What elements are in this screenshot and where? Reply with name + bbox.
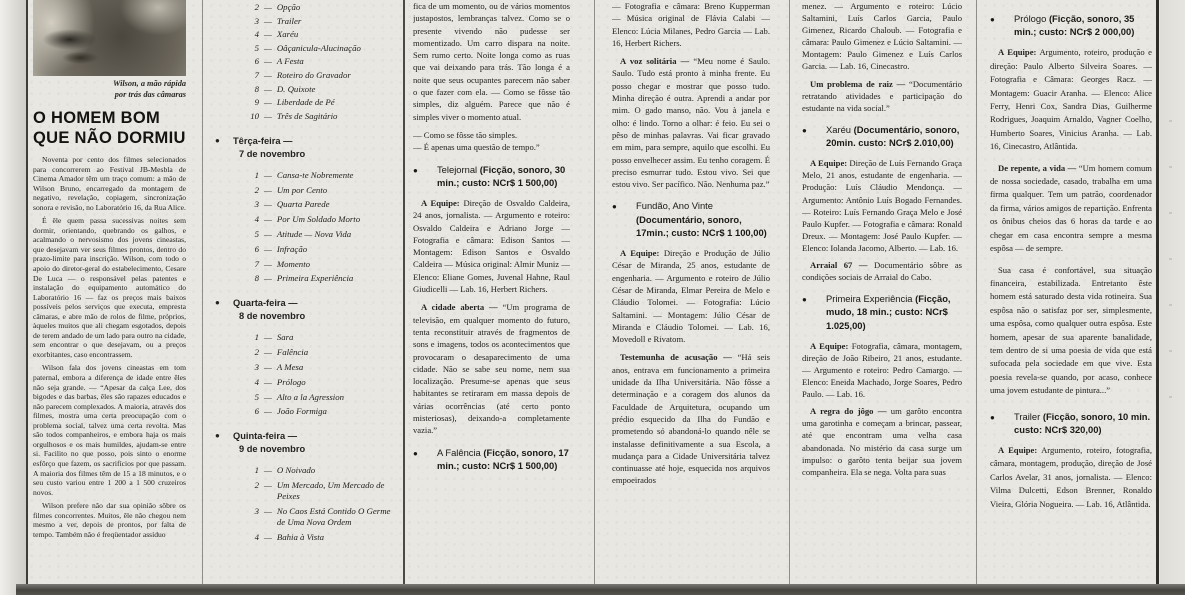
opening-film-list	[215, 2, 397, 122]
bullet-icon: ●	[413, 165, 418, 175]
schedule-item: 2 — Falência	[254, 347, 309, 358]
equipe-paragraph: A Equipe: Direção de Luís Fernando Graça Melo, 21 anos, estudante de engenharia. — Produção: Luís Cláudio Mendonça. — Argumento: Antônio Luís Bogado Fernandes. — Roteiro: Luís Fernando Graça Melo e José Paulo Kupfer. — Fotografia e câmara: Ronald Dreux. — Montagem: José Paulo Kupfer. — Elenco: Iolanda Jacomo, Alberto. — Lab. 16.	[802, 158, 962, 253]
synopsis-paragraph: A cidade aberta — “Um programa de televisão, em qualquer momento do futuro, tenta reconstituir através de fragmentos de sons e imagens, todos os acontecimentos que provocaram o desaparecimento de uma cidade. Não se sabe seu nome, nem sua localização. Presume-se apenas que seus habitantes se retiraram em massa depois de várias ocorrências (até certo ponto misteriosas), deixando-a completamente vazia.”	[413, 302, 570, 436]
dialogue-line: — Como se fôsse tão simples.	[413, 129, 518, 140]
schedule-item: 1 — Cansa-te Nobremente	[254, 169, 354, 180]
dash-separator: —	[264, 110, 272, 121]
dash-separator: —	[264, 465, 272, 476]
dash-separator: —	[264, 332, 272, 343]
tuesday-film-list	[215, 170, 397, 285]
thursday-film-list	[215, 465, 397, 542]
bullet-icon: ●	[215, 298, 220, 308]
dash-separator: —	[264, 184, 272, 195]
bullet-icon: ●	[990, 412, 995, 422]
schedule-item: 3 — A Mesa	[254, 361, 304, 372]
schedule-item: 8 — Primeira Experiência	[254, 273, 354, 284]
schedule-item: 3 — Quarta Parede	[254, 199, 330, 210]
article-paragraph: Wilson fala dos jovens cineastas em tom paternal, embora a diferença de idade entre êles não seja grande. — “Apesar da calça Lee, dos bigodes e das barbas, êles são rapazes educados e não parecem complexados. A maioria, através dos filmes, mostra uma certa preocupação com o problema social, talvez uma certa revolta. Mas são todos companheiros, e embora haja os mais orgulhosos e os mais humildes, ajudam-se entre si. Facilito no que posso, pois sinto o enorme esfôrço que fazem, os sacrifícios por que passam. A maioria dos filmes têm de 15 a 18 minutos, e o seu custo variou entre 1 200 a 1 500 cruzeiros novos.	[33, 363, 186, 497]
schedule-item: 5 — Oâçanicula-Alucinação	[254, 42, 361, 53]
dash-separator: —	[264, 42, 272, 53]
bullet-icon: ●	[612, 202, 617, 212]
film-specs: (Ficção, sonoro, 35 min.; custo: NCr$ 2 000,00)	[1014, 13, 1135, 38]
text-column-5	[802, 0, 962, 588]
dash-separator: —	[264, 69, 272, 80]
schedule-item: 5 — Atitude — Nova Vida	[254, 228, 352, 239]
column-rule	[789, 0, 790, 588]
day-header-wednesday: ● Quarta-feira — 8 de novembro	[215, 298, 306, 322]
column-rule	[202, 0, 203, 588]
synopsis-paragraph: Arraial 67 — Documentário sôbre as condições sociais de Arraial do Cabo.	[802, 260, 962, 283]
margin-speckles	[1169, 120, 1172, 420]
film-specs: (Ficção, mudo, 18 min.; custo: NCr$ 1.025,00)	[826, 293, 951, 331]
dash-separator: —	[264, 361, 272, 372]
film-title: Xaréu	[826, 123, 852, 135]
film-section-header	[802, 292, 962, 332]
film-section-header	[802, 123, 962, 149]
synopsis-paragraph: A voz solitária — “Meu nome é Saulo. Saulo. Tudo está pronto à minha frente. Eu posso chegar e mostrar que posso tudo. Minha direção é outra. Aprendi a andar por mim. O gado manso, não. Vou à janela e olho: é lindo. Torno a olhar: é feio. Eu sei o pêso de minhas palavras. Vai ficar gravado em mim, para sempre, aquilo que escolhi. Eu posso envelhecer assim. Eu tenho coragem. É preciso esmurrar tudo. Estou vivo. Sei que estou vivo. Ser pacífico. Não. Nenhuma paz.”	[612, 56, 770, 190]
schedule-item: 6 — A Festa	[254, 56, 304, 67]
article-headline	[33, 109, 186, 148]
film-section-header	[612, 199, 770, 239]
dash-separator: —	[264, 391, 272, 402]
dash-separator: —	[264, 406, 272, 417]
schedule-item: 4 — Xaréu	[254, 29, 299, 40]
dash-separator: —	[264, 505, 272, 516]
article-paragraph: Noventa por cento dos filmes selecionados para concorrerem ao Festival JB-Mesbla de Cinema Amador têm um traço comum: a mão de Wilson Bruno, encarregado da montagem de negativo, revelação, copiagem, sincronização sonora e revisão, no Laboratório 16, da Rua Alice.	[33, 155, 186, 212]
dash-separator: —	[264, 15, 272, 26]
dash-separator: —	[264, 97, 272, 108]
text-column-4	[612, 0, 770, 588]
bullet-icon: ●	[215, 431, 220, 441]
schedule-item: 6 — João Formiga	[254, 406, 327, 417]
schedule-item: 1 — Sara	[254, 332, 294, 343]
dash-separator: —	[264, 83, 272, 94]
film-specs: (Ficção, sonoro, 17 min.; custo: NCr$ 1 500,00)	[437, 446, 569, 471]
dash-separator: —	[264, 228, 272, 239]
synopsis-paragraph: De repente, a vida — “Um homem comum de nossa sociedade, casado, trabalha em uma firma qualquer. Tem um patrão, coordenador da firma, vários amigos de repartição. Enfrenta os ônibus cheios das 6 horas da tarde e ao chegar em casa encontra sempre a mesma espôsa — de sempre.	[990, 162, 1152, 254]
schedule-item: 10 — Três de Sagitário	[250, 110, 338, 121]
equipe-paragraph: A Equipe: Argumento, roteiro, fotografia, câmara, montagem, produção, direção de José Carlos Avelar, 31 anos, jornalista. — Elenco: Vilma Dulcetti, Edson Brenner, Ronaldo Vieira, Glória Nogueira. — Lab. 16, Atlântida.	[990, 444, 1152, 509]
schedule-column	[215, 0, 397, 590]
photo-caption-line1: Wilson, a mão rápida	[113, 79, 186, 88]
film-title: A Falência	[437, 446, 481, 458]
wednesday-film-list	[215, 332, 397, 417]
text-column-3	[413, 0, 570, 588]
dash-separator: —	[264, 243, 272, 254]
schedule-item: 2 — Um Mercado, Um Mercado de Peixes	[254, 480, 385, 502]
dash-separator: —	[264, 169, 272, 180]
schedule-item: 9 — Liberdade de Pé	[254, 97, 335, 108]
equipe-paragraph: A Equipe: Direção e Produção de Júlio César de Miranda, 25 anos, estudante de engenharia. — Argumento e roteiro de Júlio César de Miranda, Elmar Pereira de Melo e Cláudio Tolomei. — Fotografia: Lúcio Saltamini. — Montagem: Júlio César de Miranda e Cláudio Tolomei. — Lab. 16, Movedoll e Rivatom.	[612, 248, 770, 345]
bullet-icon: ●	[802, 295, 807, 305]
film-section-header	[990, 410, 1152, 436]
schedule-item: 3 — No Caos Está Contido O Germe de Uma Nova Ordem	[254, 505, 391, 527]
synopsis-paragraph: Um problema de raiz — “Documentário retratando atividades e participação do estudante na vida social.”	[802, 78, 962, 113]
dash-separator: —	[264, 531, 272, 542]
dash-separator: —	[264, 376, 272, 387]
article-body	[33, 155, 186, 539]
film-specs: (Ficção, sonoro, 30 min.; custo: NCr$ 1 500,00)	[437, 163, 566, 188]
day-header-thursday: ● Quinta-feira — 9 de novembro	[215, 431, 306, 455]
wilson-photo	[33, 0, 186, 76]
schedule-item: 3 — Trailer	[254, 15, 302, 26]
right-column-rule	[1156, 0, 1159, 595]
film-title: Fundão, Ano Vinte	[636, 200, 713, 212]
bullet-icon: ●	[215, 135, 220, 145]
photo-caption	[33, 79, 186, 100]
dash-separator: —	[264, 56, 272, 67]
page-left-margin	[0, 0, 28, 595]
equipe-paragraph: A Equipe: Direção de Osvaldo Caldeira, 24 anos, jornalista. — Argumento e roteiro: Osvaldo Caldeira e Adriano Jorge — Fotografia e câmara: Edison Santos — Montagem: Edison Santos e Osvaldo Caldeira — Música original: Almir Muniz — Elenco: Eliane Gomes, Juvenal Hahne, Raul Giudicelli — Lab. 16, Herbert Richers.	[413, 197, 570, 295]
bullet-icon: ●	[413, 448, 418, 458]
dialogue-line: — É apenas uma questão de tempo.”	[413, 142, 540, 153]
column-rule	[594, 0, 595, 588]
film-title: Telejornal	[437, 163, 478, 175]
dash-separator: —	[264, 2, 272, 12]
text-column-6	[990, 0, 1152, 588]
bullet-icon: ●	[802, 125, 807, 135]
film-specs: (Documentário, sonoro, 20min. custo: NCr$ 2.010,00)	[826, 123, 960, 149]
synopsis-paragraph: A regra do jôgo — um garôto encontra uma garotinha e começam a brincar, passear, até que encontram uma velha casa abandonada. No mistério da casa surge um impulso: o garôto tenta beijar sua jovem companheira. Ela se nega. Volta para suas	[802, 406, 962, 477]
schedule-item: 7 — Momento	[254, 258, 311, 269]
synopsis-paragraph: Sua casa é confortável, sua situação financeira, estabilizada. Entretanto êste homem está saturado desta vida rotineira. Sua espôsa não o satisfaz por ser, simplesmente, uma espôsa, como qualquer outra espôsa. Este homem, apesar de sua aparente banalidade, tem dentro de si uma poesia de vida que está sufocada pela sociedade em que vive. Esta poesia revela-se quando, por acaso, conhece uma jovem estudante de pintura...”	[990, 264, 1152, 396]
continuation-paragraph: fica de um momento, ou de vários momentos justapostos, lembranças talvez. Como se o presente vivendo não pudesse ser momentizado. Um carro dispara na noite. Sem rumo certo. Noite longa como as ruas que vai deixando para trás. Tão longa é a noite que seus ocupantes parecem não saber o que fazer com ela. — Como se fôsse tão simples, diz alguém. Parece que não é simples viver o momento atual.	[413, 1, 570, 122]
equipe-paragraph: A Equipe: Fotografia, câmara, montagem, direção de João Ribeiro, 21 anos, estudante. — Argumento e roteiro: Pedro Camargo. — Elenco: Eneida Machado, Jorge Soares, Pedro Paulo. — Lab. 16.	[802, 340, 962, 400]
schedule-item: 2 — Opção	[254, 2, 301, 12]
dash-separator: —	[264, 199, 272, 210]
schedule-item: 5 — Alto a la Agression	[254, 391, 345, 402]
dash-separator: —	[264, 214, 272, 225]
synopsis-paragraph: Testemunha de acusação — “Há seis anos, entrava em funcionamento a primeira unidade da Ilha Universitária. Não fôsse a determinação e a coragem dos alunos da Faculdade de Arquitetura, ocupando um prédio esquecido da Ilha do Fundão e prometendo só abandoná-lo quando nêle se instalasse definitivamente a sua Escola, a mudança para a Cidade Universitária talvez continuasse até hoje, esquecida nos arquivos empoeirados	[612, 352, 770, 486]
photo-caption-line2: por trás das câmaras	[114, 89, 186, 99]
schedule-item: 4 — Por Um Soldado Morto	[254, 214, 361, 225]
schedule-item: 1 — O Noivado	[254, 465, 316, 476]
film-section-header	[413, 163, 570, 189]
dash-separator: —	[264, 347, 272, 358]
page-bottom-edge	[16, 584, 1185, 595]
day-header-tuesday: ● Têrça-feira — 7 de novembro	[215, 135, 306, 159]
film-specs: (Documentário, sonoro, 17min.; custo: NCr$ 1 100,00)	[636, 213, 767, 238]
page-right-margin	[1160, 0, 1185, 595]
film-title: Primeira Experiência	[826, 293, 913, 305]
headline-line2: QUE NÃO DORMIU	[33, 128, 186, 147]
film-title: Prólogo	[1014, 13, 1047, 24]
schedule-item: 6 — Infração	[254, 243, 308, 254]
film-section-header	[413, 446, 570, 472]
column-rule	[976, 0, 977, 588]
article-column	[33, 0, 186, 588]
dash-separator: —	[264, 480, 272, 491]
schedule-item: 4 — Prólogo	[254, 376, 306, 387]
dash-separator: —	[264, 273, 272, 284]
article-paragraph: Wilson prefere não dar sua opinião sôbre os filmes concorrentes. Muitos, êle não chegou nem mesmo a ver, depois de prontos, por falta de tempo. Também não é freqüentador assíduo	[33, 501, 186, 539]
schedule-item: 8 — D. Quixote	[254, 83, 316, 94]
schedule-item: 2 — Um por Cento	[254, 184, 328, 195]
schedule-item: 4 — Bahia à Vista	[254, 531, 325, 542]
continuation-paragraph: menez. — Argumento e roteiro: Lúcio Saltamini, Luís Carlos Garcia, Paulo Gimenez, Ricardo Chaloub. — Fotografia e câmara: Paulo Gimenez e Lúcio Saltamini. — Montagem: Paulo Gimenez e Luís Carlos Garcia. — Lab. 16, Cinecastro.	[802, 1, 962, 72]
dash-separator: —	[264, 29, 272, 40]
schedule-item: 7 — Roteiro do Gravador	[254, 69, 351, 80]
column-rule	[403, 0, 405, 588]
film-specs: (Ficção, sonoro, 10 min. custo: NCr$ 320,00)	[1014, 410, 1151, 435]
headline-line1: O HOMEM BOM	[33, 109, 161, 127]
film-title: Trailer	[1014, 410, 1041, 422]
dash-separator: —	[264, 258, 272, 269]
continuation-paragraph: — Fotografia e câmara: Breno Kupperman — Música original de Flávia Calabi — Elenco: Lúcia Milanes, Pedro Garcia — Lab. 16, Herbert Richers.	[612, 1, 770, 48]
film-section-header	[990, 12, 1152, 38]
article-paragraph: É êle quem passa sucessivas noites sem dormir, orientando, quebrando os galhos, e acalmando o nervosismo dos jovens cineastas, que desejavam ver seus filmes prontos, dentro do prazo-limite para inscrição. Wilson, com todo o apoio do diretor-geral do estabelecimento, Cesare De Luca — o responsável pelas patentes e instalação do equipamento automático do Laboratório 16 — faz os preços mais baixos possíveis pelos serviços que executa, empresta câmaras, e abre mão de rolos de filme, próprios, àqueles muitos que ali chegam esgotados, depois de terem andado de um lado para outro na cidade, sem encontrar o que desejavam, ou a preços exorbitantes, caso encontrassem.	[33, 216, 186, 359]
equipe-paragraph: A Equipe: Argumento, roteiro, produção e direção: Paulo Alberto Silveira Soares. — Fotografia e Câmara: Georges Racz. — Montagem: Guacir Aranha. — Elenco: Alice Ferry, Henri Cox, Sandra Dias, Guilherme Rodrigues, Joaquim Arnaldo, Vagner Coelho, Humberto Soares, Vinicius Aranha. — Lab. 16, Cinecastro, Atlântida.	[990, 47, 1152, 152]
bullet-icon: ●	[990, 15, 995, 24]
